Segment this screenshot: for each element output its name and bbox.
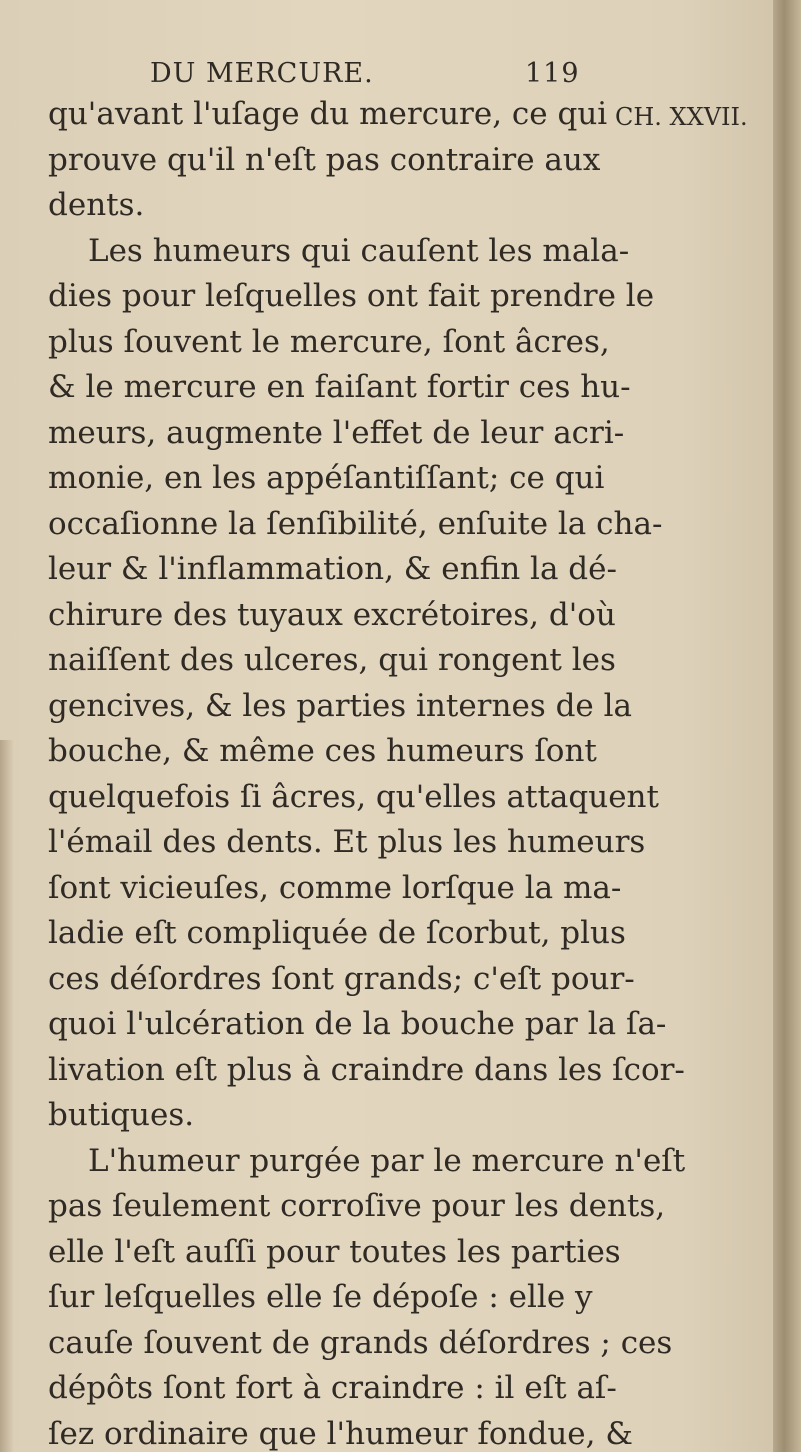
text-line: plus ſouvent le mercure, ſont âcres, [48, 323, 610, 360]
text-line: ſont vicieuſes, comme lorſque la ma- [48, 869, 622, 906]
text-line: ſur leſquelles elle ſe dépoſe : elle y [48, 1279, 593, 1316]
text-line: prouve qu'il n'eſt pas contraire aux [48, 141, 601, 178]
text-line: monie, en les appéſantiſſant; ce qui [48, 460, 605, 497]
text-line: ladie eſt compliquée de ſcorbut, plus [48, 915, 626, 952]
page-edge [773, 0, 801, 1452]
text-line: meurs, augmente l'effet de leur acri- [48, 414, 625, 451]
text-line: bouche, & même ces humeurs ſont [48, 733, 597, 770]
text-line: L'humeur purgée par le mercure n'eſt [88, 1142, 686, 1179]
binding-shadow [0, 740, 14, 1452]
text-line: chirure des tuyaux excrétoires, d'où [48, 596, 616, 633]
page-number: 119 [525, 58, 580, 89]
text-line: ſez ordinaire que l'humeur fondue, & [48, 1416, 633, 1452]
text-line: butiques. [48, 1097, 195, 1134]
text-line: leur & l'inflammation, & enfin la dé- [48, 551, 617, 588]
text-line: quelquefois ſi âcres, qu'elles attaquent [48, 778, 659, 815]
text-line: qu'avant l'uſage du mercure, ce qui [48, 96, 608, 132]
text-line: dies pour leſquelles ont fait prendre le [48, 278, 655, 315]
text-line: Les humeurs qui cauſent les mala- [88, 232, 630, 269]
text-line: dents. [48, 187, 145, 224]
text-line: ces déſordres ſont grands; c'eſt pour- [48, 960, 635, 997]
text-line: livation eſt plus à craindre dans les ſcor- [48, 1051, 685, 1088]
text-line: cauſe ſouvent de grands déſordres ; ces [48, 1324, 673, 1361]
text-line: quoi l'ulcération de la bouche par la ſa- [48, 1006, 667, 1043]
text-line: occaſionne la ſenſibilité, enſuite la cha- [48, 505, 663, 542]
chapter-marginal-note: CH. XXVII. [615, 103, 748, 131]
text-line: elle l'eſt auſſi pour toutes les parties [48, 1233, 621, 1270]
text-line: & le mercure en faiſant fortir ces hu- [48, 369, 631, 406]
text-line: gencives, & les parties internes de la [48, 687, 633, 724]
running-head [150, 58, 610, 98]
text-line: pas ſeulement corroſive pour les dents, [48, 1188, 666, 1225]
text-line: l'émail des dents. Et plus les humeurs [48, 824, 646, 861]
text-line: dépôts ſont fort à craindre : il eſt aſ- [48, 1370, 617, 1407]
text-line: naiſſent des ulceres, qui rongent les [48, 642, 616, 679]
running-head-title: DU MERCURE. [150, 58, 374, 89]
